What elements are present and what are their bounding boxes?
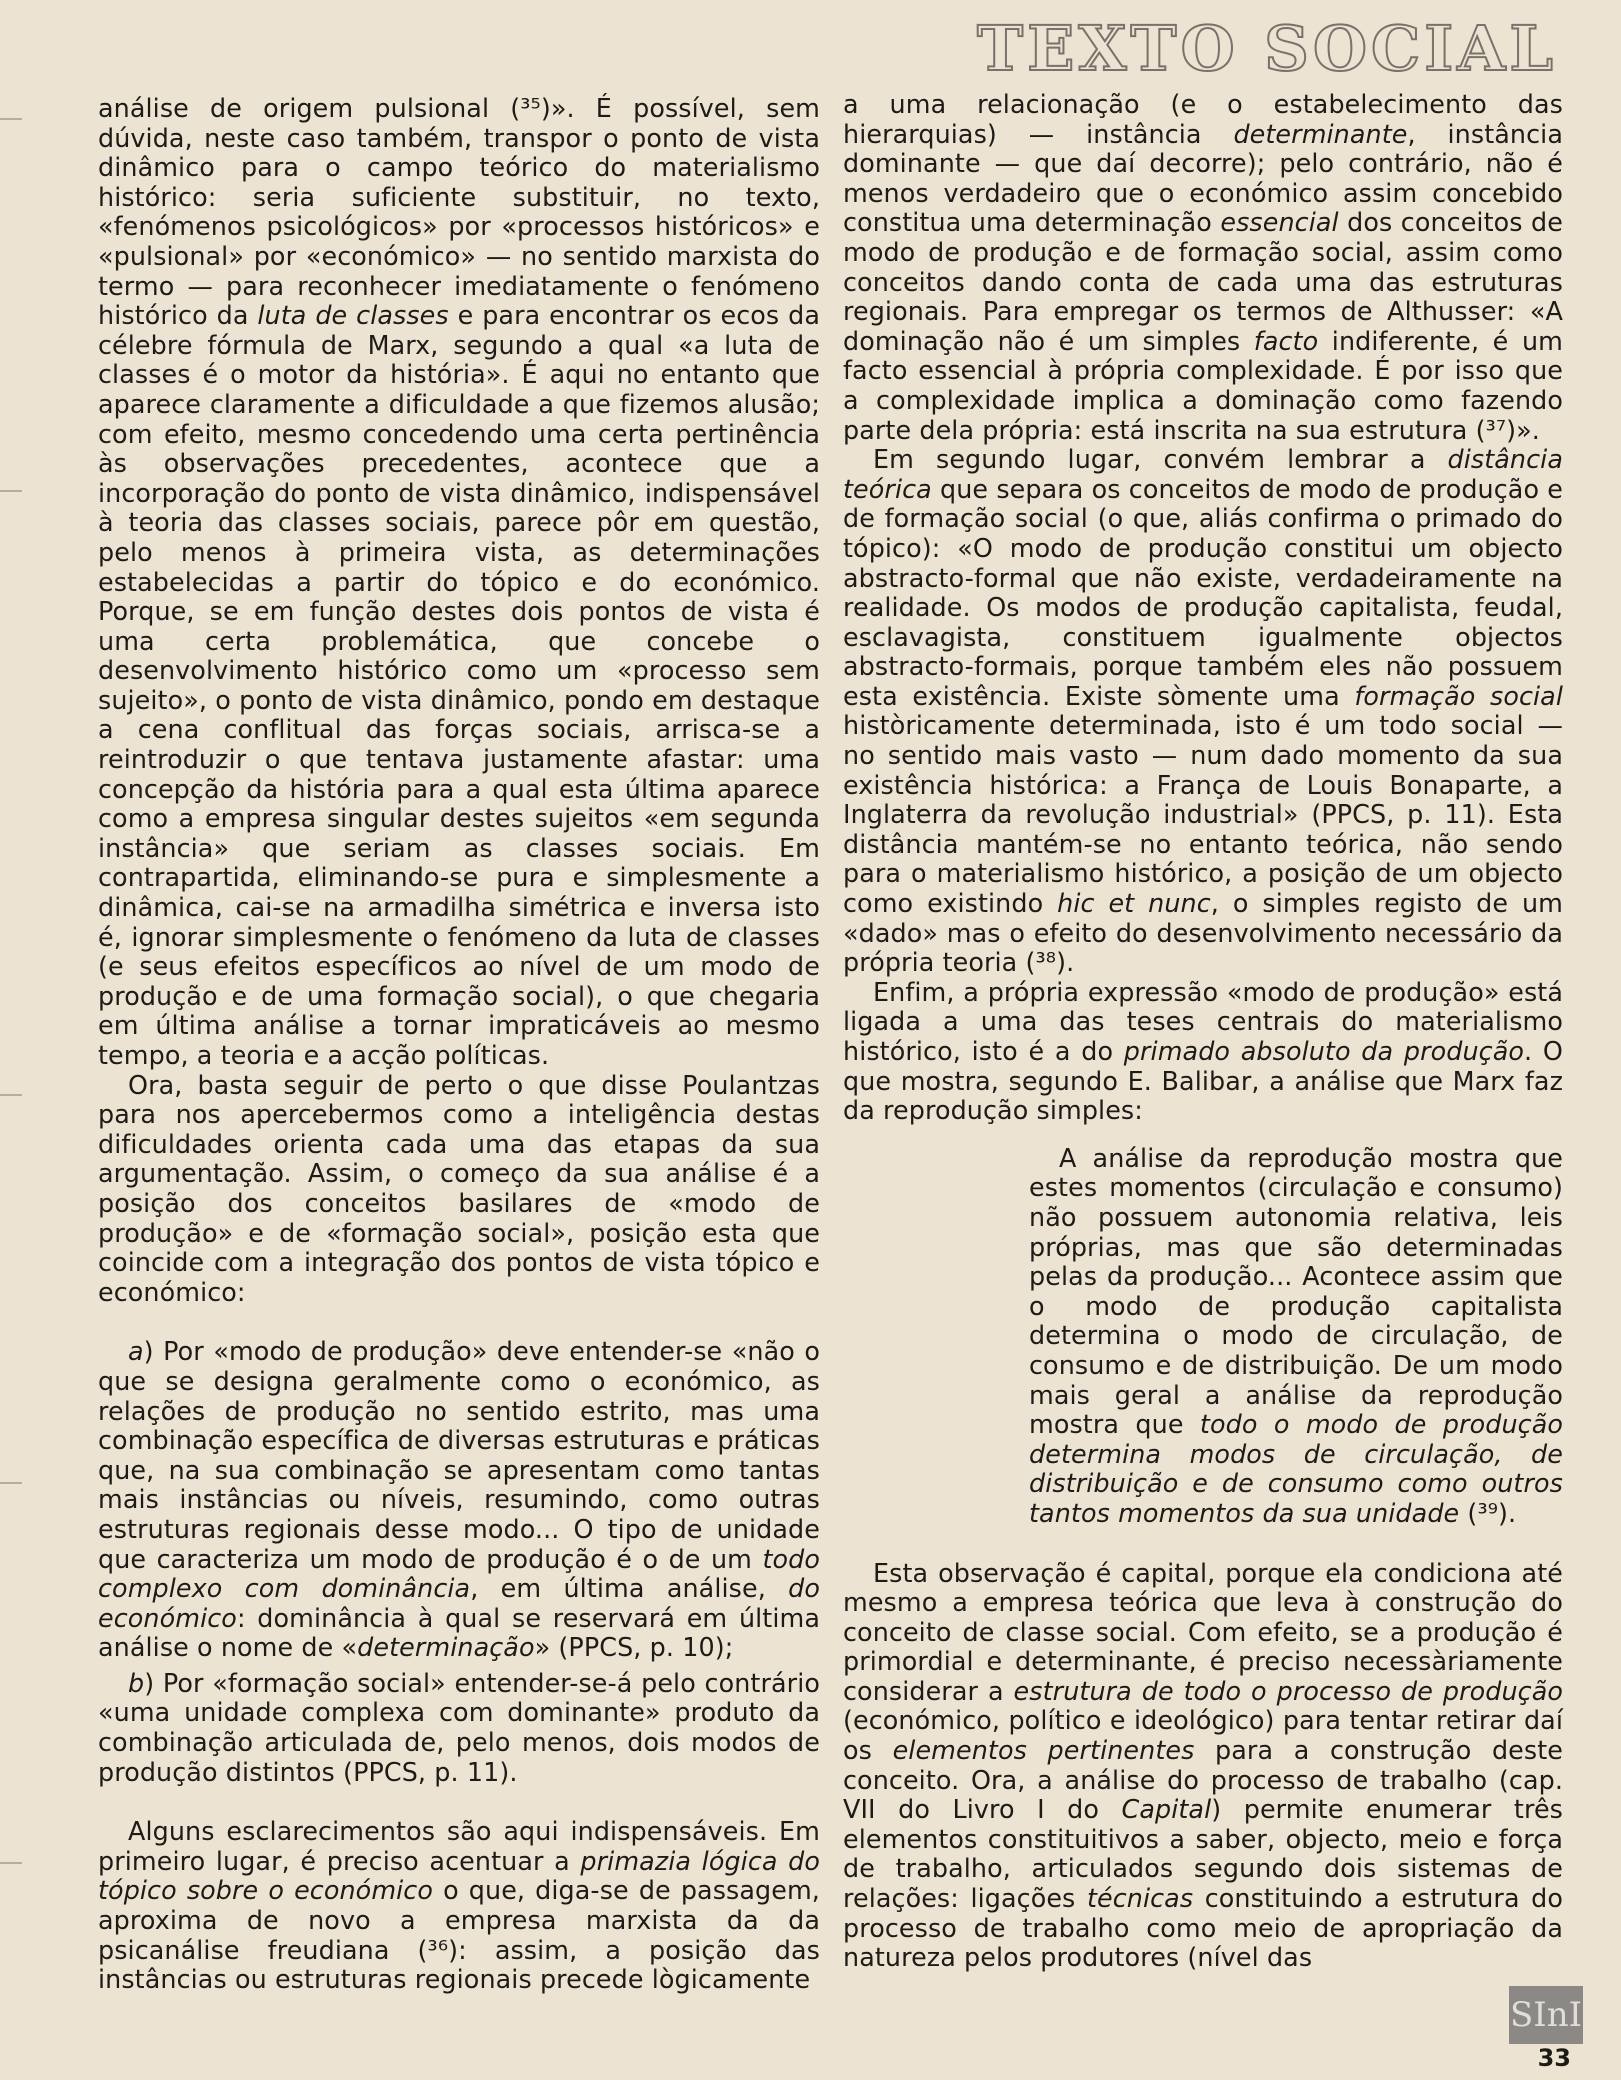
margin-mark bbox=[0, 1482, 22, 1484]
margin-mark bbox=[0, 1862, 22, 1864]
paragraph: análise de origem pulsional (³⁵)». É possível, sem dúvida, neste caso também, transpor o ponto de vista dinâmico para o campo teórico do materialismo histórico: seria suficiente substituir, no texto, «fenómenos psicológicos» por «processos históricos» e «pulsional» por «económico» — no sentido marxista do termo — para reconhecer imediatamente o fenómeno histórico da luta de classes e para encontrar os ecos da célebre fórmula de Marx, segundo a qual «a luta de classes é o motor da história». É aqui no entanto que aparece claramente a dificuldade a que fizemos alusão; com efeito, mesmo concedendo uma certa pertinência às observações precedentes, acontece que a incorporação do ponto de vista dinâmico, indispensável à teoria das classes sociais, parece pôr em questão, pelo menos à primeira vista, as determinações estabelecidas a partir do tópico e do económico. Porque, se em função destes dois pontos de vista é uma certa problemática, que concebe o desenvolvimento histórico como um «processo sem sujeito», o ponto de vista dinâmico, pondo em destaque a cena conflitual das forças sociais, arrisca-se a reintroduzir o que tentava justamente afastar: uma concepção da história para a qual esta última aparece como a empresa singular destes sujeitos «em segunda instância» que seriam as classes sociais. Em contrapartida, eliminando-se pura e simplesmente a dinâmica, cai-se na armadilha simétrica e inversa isto é, ignorar simplesmente o fenómeno da luta de classes (e seus efeitos específicos ao nível de um modo de produção e de uma formação social), o que chegaria em última análise a tornar impraticáveis ao mesmo tempo, a teoria e a acção políticas. bbox=[98, 93, 820, 1070]
margin-mark bbox=[0, 490, 22, 492]
paragraph: Alguns esclarecimentos são aqui indispensáveis. Em primeiro lugar, é preciso acentuar a primazia lógica do tópico sobre o económico o que, diga-se de passagem, aproxima de novo a empresa marxista da da psicanálise freudiana (³⁶): assim, a posição das instâncias ou estruturas regionais precede lògicamente bbox=[98, 1816, 821, 1995]
list-item-b: b) Por «formação social» entender-se-á pelo contrário «uma unidade complexa com dominante» produto da combinação articulada de, pelo menos, dois modos de produção distintos (PPCS, p. 11). bbox=[98, 1667, 820, 1787]
archive-watermark-badge: SInI bbox=[1509, 1986, 1583, 2044]
paragraph: Em segundo lugar, convém lembrar a distância teórica que separa os conceitos de modo de produção e de formação social (o que, aliás confirma o primado do tópico): «O modo de produção constitui um objecto abstracto-formal que não existe, verdadeiramente na realidade. Os modos de produção capitalista, feudal, esclavagista, constituem igualmente objectos abstracto-formais, porque também eles não possuem esta existência. Existe sòmente uma formação social històricamente determinada, isto é um todo social — no sentido mais vasto — num dado momento da sua existência histórica: a França de Louis Bonaparte, a Inglaterra da revolução industrial» (PPCS, p. 11). Esta distância mantém-se no entanto teórica, não sendo para o materialismo histórico, a posição de um objecto como existindo hic et nunc, o simples registo de um «dado» mas o efeito do desenvolvimento necessário da própria teoria (³⁸). bbox=[843, 444, 1563, 978]
page-number: 33 bbox=[1537, 2044, 1571, 2072]
paragraph: Enfim, a própria expressão «modo de produção» está ligada a uma das teses centrais do materialismo histórico, isto é a do primado absoluto da produção. O que mostra, segundo E. Balibar, a análise que Marx faz da reprodução simples: bbox=[843, 976, 1563, 1126]
paragraph: a uma relacionação (e o estabelecimento das hierarquias) — instância determinante, instância dominante — que daí decorre); pelo contrário, não é menos verdadeiro que o económico assim concebido constitua uma determinação essencial dos conceitos de modo de produção e de formação social, assim como conceitos dando conta de cada uma das estruturas regionais. Para empregar os termos de Althusser: «A dominação não é um simples facto indiferente, é um facto essencial à própria complexidade. É por isso que a complexidade implica a dominação como fazendo parte dela própria: está inscrita na sua estrutura (³⁷)». bbox=[843, 89, 1563, 445]
block-quote: A análise da reprodução mostra que estes momentos (circulação e consumo) não possuem autonomia relativa, leis próprias, mas que são determinadas pelas da produção... Acontece assim que o modo de produção capitalista determina o modo de circulação, de consumo e de distribuição. De um modo mais geral a análise da reprodução mostra que todo o modo de produção determina modos de circulação, de distribuição e de consumo como outros tantos momentos da sua unidade (³⁹). bbox=[1029, 1142, 1563, 1528]
paragraph: Esta observação é capital, porque ela condiciona até mesmo a empresa teórica que leva à construção do conceito de classe social. Com efeito, se a produção é primordial e determinante, é preciso necessàriamente considerar a estrutura de todo o processo de produção (económico, político e ideológico) para tentar retirar daí os elementos pertinentes para a construção deste conceito. Ora, a análise do processo de trabalho (cap. VII do Livro I do Capital) permite enumerar três elementos constituitivos a saber, objecto, meio e força de trabalho, articulados segundo dois sistemas de relações: ligações técnicas constituindo a estrutura do processo de trabalho como meio de apropriação da natureza pelos produtores (nível das bbox=[843, 1557, 1563, 1973]
margin-mark bbox=[0, 118, 22, 120]
left-column bbox=[98, 94, 820, 1995]
margin-mark bbox=[0, 1094, 22, 1096]
paragraph: Ora, basta seguir de perto o que disse Poulantzas para nos apercebermos como a inteligência destas dificuldades orienta cada uma das etapas da sua argumentação. Assim, o começo da sua análise é a posição dos conceitos basilares de «modo de produção» e de «formação social», posição esta que coincide com a integração dos pontos de vista tópico e económico: bbox=[98, 1069, 820, 1307]
right-column bbox=[843, 90, 1563, 1973]
list-item-a: a) Por «modo de produção» deve entender-se «não o que se designa geralmente como o económico, as relações de produção no sentido estrito, mas uma combinação específica de diversas estruturas e práticas que, na sua combinação se apresentam como tantas mais instâncias ou níveis, resumindo, como outras estruturas regionais desse modo... O tipo de unidade que caracteriza um modo de produção é o de um todo complexo com dominância, em última análise, do económico: dominância à qual se reservará em última análise o nome de «determinação» (PPCS, p. 10); bbox=[98, 1336, 820, 1663]
section-header: TEXTO SOCIAL bbox=[976, 12, 1557, 85]
